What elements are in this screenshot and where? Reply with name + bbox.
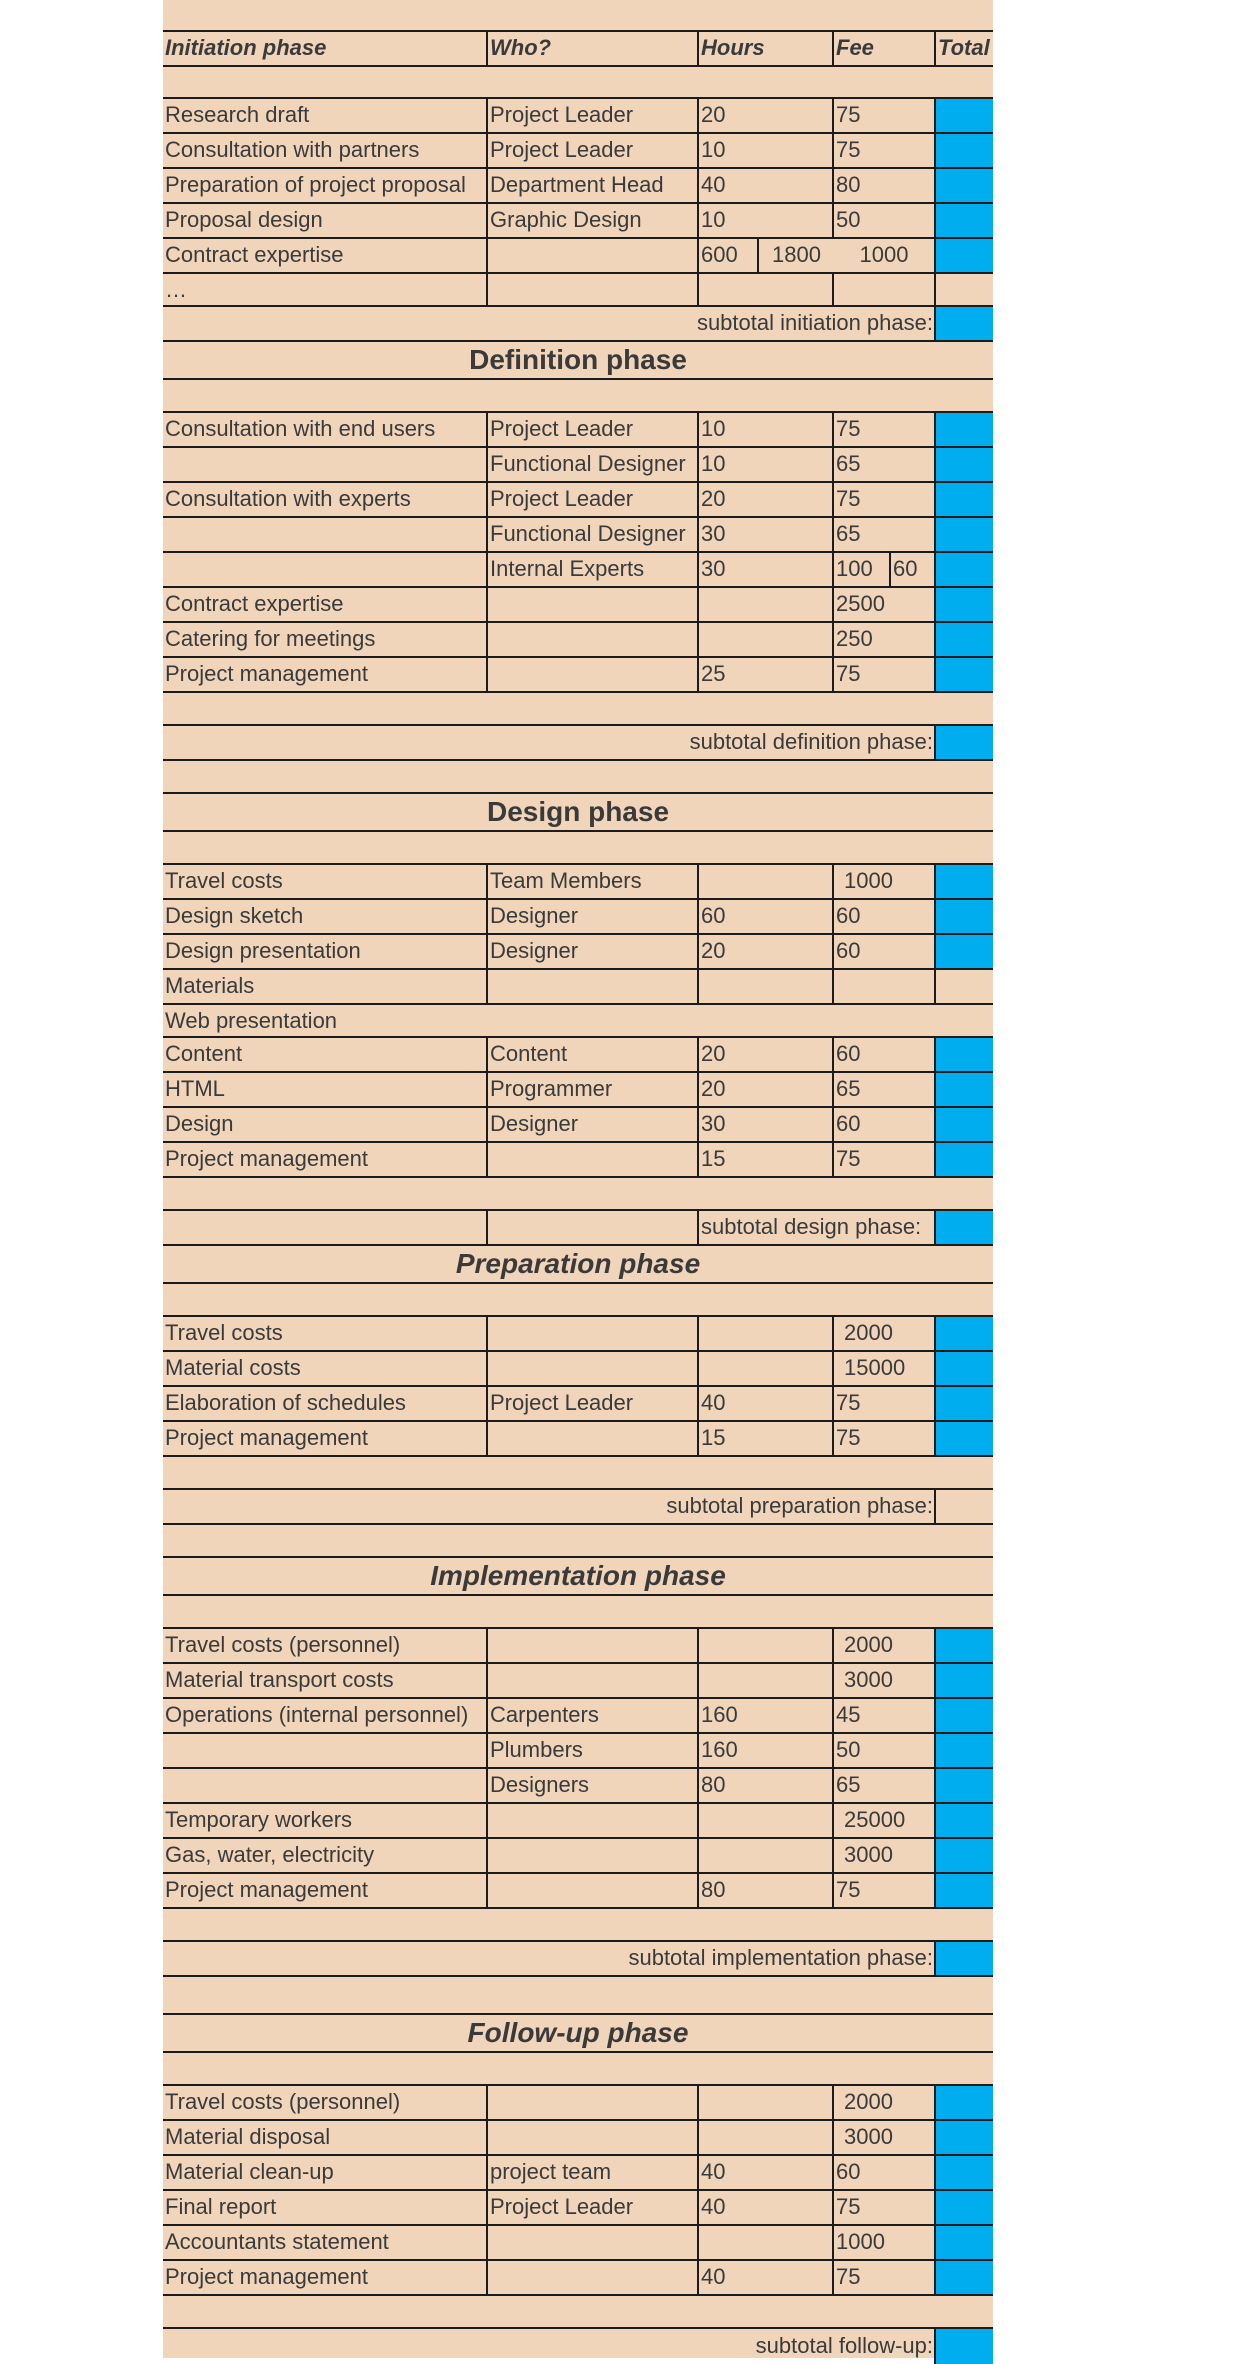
who-cell (486, 658, 697, 691)
fee-cell: 65 (832, 448, 934, 481)
phase-title: Design phase (486, 796, 670, 827)
total-cell (934, 1839, 993, 1872)
hours-cell: 10 (697, 204, 832, 237)
total-cell (934, 1108, 993, 1141)
header-who: Who? (486, 32, 697, 65)
table-row (163, 1317, 993, 1352)
task-cell: Design (165, 1111, 234, 1136)
total-cell (934, 2121, 993, 2154)
table-row (163, 239, 993, 274)
subtotal-cell (934, 307, 993, 340)
task-cell: Temporary workers (165, 1807, 353, 1832)
who-cell: Department Head (486, 169, 697, 202)
fee-cell: 60 (832, 900, 934, 933)
fee-cell: 65 (832, 1769, 934, 1802)
task-cell: Travel costs (personnel) (165, 2089, 401, 2114)
empty-row (163, 1909, 993, 1942)
fee-cell: 60 (832, 1038, 934, 1071)
task-cell: Catering for meetings (165, 626, 376, 651)
hours-cell (697, 970, 832, 1003)
hours-cell: 160 (697, 1734, 832, 1767)
fee-cell: 75 (832, 2191, 934, 2224)
table-row (163, 865, 993, 900)
fee-cell: 25000 (832, 1804, 934, 1837)
who-cell (486, 2121, 697, 2154)
table-row (163, 1352, 993, 1387)
header-row (163, 32, 993, 67)
amount-cell: 1000 (859, 242, 909, 267)
hours-cell: 20 (697, 935, 832, 968)
fee-cell: 60 (832, 2156, 934, 2189)
fee-cell: 60 (832, 1108, 934, 1141)
who-cell: Functional Designer (486, 518, 697, 551)
total-cell (934, 935, 993, 968)
who-cell: Project Leader (486, 99, 697, 132)
who-cell (486, 1352, 697, 1385)
task-cell: Travel costs (165, 868, 283, 893)
who-cell: Project Leader (486, 2191, 697, 2224)
table-row (163, 1699, 993, 1734)
fee-cell: 80 (832, 169, 934, 202)
empty-row (163, 2296, 993, 2329)
table-row (163, 658, 993, 693)
task-cell: Project management (165, 661, 368, 686)
task-cell: Material clean-up (165, 2159, 334, 2184)
fee-cell: 75 (832, 1422, 934, 1455)
phase-title: Definition phase (469, 344, 687, 375)
hours-cell (697, 2121, 832, 2154)
empty-row (163, 67, 993, 99)
phase-title-row (163, 794, 993, 832)
fee-cell: 45 (832, 1699, 934, 1732)
task-cell (163, 518, 486, 551)
hours-cell: 20 (697, 99, 832, 132)
subtotal-cell (934, 2329, 993, 2364)
total-cell (934, 134, 993, 167)
task-cell: Consultation with experts (165, 486, 411, 511)
task-cell: Consultation with partners (165, 137, 420, 162)
task-cell: Consultation with end users (165, 416, 436, 441)
who-cell: Designers (486, 1769, 697, 1802)
empty-row (163, 2053, 993, 2086)
total-cell (934, 1769, 993, 1802)
total-cell (934, 1387, 993, 1420)
total-cell (934, 448, 993, 481)
hours-cell (697, 2086, 832, 2119)
table-row (163, 970, 993, 1005)
total-cell (934, 169, 993, 202)
task-cell (163, 448, 486, 481)
task-cell: Proposal design (165, 207, 323, 232)
fee-cell: 1000 (832, 865, 934, 898)
task-cell: Gas, water, electricity (165, 1842, 375, 1867)
fee-cell: 65 (832, 1073, 934, 1106)
fee-cell: 250 (832, 623, 934, 656)
hours-cell: 30 (697, 553, 832, 586)
total-cell (934, 1317, 993, 1350)
subtotal-label: subtotal implementation phase: (628, 1945, 933, 1970)
fee-cell: 60 (889, 553, 934, 586)
total-cell (934, 970, 993, 1003)
hours-cell (697, 623, 832, 656)
who-cell: Designer (486, 1108, 697, 1141)
who-cell: project team (486, 2156, 697, 2189)
task-cell: HTML (165, 1076, 225, 1101)
subtotal-label: subtotal initiation phase: (696, 310, 933, 335)
total-cell (934, 239, 993, 272)
hours-cell: 30 (697, 1108, 832, 1141)
task-cell: Preparation of project proposal (165, 172, 466, 197)
who-cell (486, 1839, 697, 1872)
hours-cell: 10 (697, 134, 832, 167)
fee-cell: 75 (832, 1387, 934, 1420)
task-cell: Final report (165, 2194, 277, 2219)
task-cell: Project management (165, 1877, 368, 1902)
table-row (163, 2226, 993, 2261)
who-cell (486, 1629, 697, 1662)
total-cell (934, 900, 993, 933)
fee-cell: 75 (832, 413, 934, 446)
subtotal-label: subtotal preparation phase: (666, 1493, 933, 1518)
total-cell (934, 483, 993, 516)
table-row (163, 2261, 993, 2296)
table-row (163, 553, 993, 588)
task-cell: Contract expertise (165, 591, 344, 616)
subtotal-cell (934, 1942, 993, 1975)
table-row (163, 518, 993, 553)
fee-cell: 75 (832, 2261, 934, 2294)
empty-row (163, 1284, 993, 1317)
table-row (163, 2086, 993, 2121)
who-cell: Project Leader (486, 413, 697, 446)
who-cell: Team Members (486, 865, 697, 898)
task-cell: Material disposal (165, 2124, 331, 2149)
subtotal-row (163, 2329, 993, 2364)
hours-cell: 15 (697, 1422, 832, 1455)
fee-cell: 75 (832, 483, 934, 516)
who-cell (486, 970, 697, 1003)
subtotal-label: subtotal design phase: (697, 1211, 934, 1244)
table-row (163, 1422, 993, 1457)
hours-cell (697, 1664, 832, 1697)
table-row (163, 900, 993, 935)
total-cell (934, 1699, 993, 1732)
total-cell (934, 1038, 993, 1071)
who-cell: Designer (486, 900, 697, 933)
fee-cell: 50 (832, 204, 934, 237)
total-cell (934, 99, 993, 132)
task-cell: Design presentation (165, 938, 361, 963)
total-cell (934, 2226, 993, 2259)
amount-cell: 600 (697, 239, 757, 272)
hours-cell: 25 (697, 658, 832, 691)
total-cell (934, 1629, 993, 1662)
total-cell (934, 413, 993, 446)
table-row (163, 1804, 993, 1839)
who-cell (486, 1664, 697, 1697)
fee-cell: 100 (832, 553, 889, 586)
who-cell (486, 2086, 697, 2119)
empty-row (163, 832, 993, 865)
phase-title-row (163, 342, 993, 380)
who-cell (486, 1804, 697, 1837)
hours-cell: 20 (697, 483, 832, 516)
who-cell (486, 623, 697, 656)
hours-cell (697, 588, 832, 621)
total-cell (934, 1804, 993, 1837)
empty-row (163, 693, 993, 726)
fee-cell: 75 (832, 1143, 934, 1176)
table-row (163, 588, 993, 623)
total-cell (934, 204, 993, 237)
task-cell: Travel costs (165, 1320, 283, 1345)
table-row (163, 1108, 993, 1143)
total-cell (934, 1734, 993, 1767)
subtotal-cell (934, 1211, 993, 1244)
total-cell (934, 518, 993, 551)
who-cell: Carpenters (486, 1699, 697, 1732)
table-row (163, 169, 993, 204)
fee-cell: 3000 (832, 2121, 934, 2154)
phase-title-row (163, 1246, 993, 1284)
table-row (163, 1629, 993, 1664)
phase-title: Preparation phase (455, 1248, 701, 1279)
task-cell: Material transport costs (165, 1667, 394, 1692)
header-task: Initiation phase (165, 35, 327, 60)
hours-cell: 20 (697, 1038, 832, 1071)
total-cell (934, 2086, 993, 2119)
total-cell (934, 274, 993, 305)
subtotal-row (163, 1211, 993, 1246)
who-cell: Programmer (486, 1073, 697, 1106)
total-cell (934, 588, 993, 621)
who-cell (486, 2226, 697, 2259)
fee-cell: 1000 (832, 2226, 934, 2259)
empty-row (163, 1525, 993, 1558)
task-cell: Project management (165, 2264, 368, 2289)
who-cell: Project Leader (486, 483, 697, 516)
total-cell (934, 1143, 993, 1176)
hours-cell: 80 (697, 1874, 832, 1907)
table-row (163, 413, 993, 448)
subtotal-row (163, 1490, 993, 1525)
table-row (163, 1005, 993, 1038)
task-cell: Material costs (165, 1355, 301, 1380)
ellipsis-cell: … (165, 277, 187, 302)
who-cell: Content (486, 1038, 697, 1071)
phase-title: Implementation phase (430, 1560, 726, 1591)
hours-cell (697, 1317, 832, 1350)
hours-cell: 160 (697, 1699, 832, 1732)
subtotal-cell (934, 1490, 993, 1523)
total-cell (934, 2156, 993, 2189)
table-row (163, 1839, 993, 1874)
who-cell (486, 1211, 697, 1244)
phase-title-row (163, 2015, 993, 2053)
fee-cell: 2500 (832, 588, 934, 621)
task-cell (163, 1769, 486, 1802)
task-cell: Operations (internal personnel) (165, 1702, 469, 1727)
fee-cell: 75 (832, 99, 934, 132)
total-cell (934, 1664, 993, 1697)
task-cell: Contract expertise (165, 242, 344, 267)
table-row (163, 1734, 993, 1769)
task-cell: Design sketch (165, 903, 304, 928)
task-cell (163, 1211, 486, 1244)
fee-cell: 75 (832, 134, 934, 167)
table-row (163, 2191, 993, 2226)
total-cell (934, 2261, 993, 2294)
table-row (163, 274, 993, 307)
hours-cell (697, 274, 832, 305)
table-row (163, 1664, 993, 1699)
fee-cell: 50 (832, 1734, 934, 1767)
who-cell (486, 1143, 697, 1176)
who-cell (486, 1317, 697, 1350)
hours-cell (697, 2226, 832, 2259)
who-cell: Plumbers (486, 1734, 697, 1767)
hours-cell: 10 (697, 448, 832, 481)
subtotal-cell (934, 726, 993, 759)
subtotal-label: subtotal follow-up: (755, 2333, 933, 2358)
table-row (163, 2156, 993, 2191)
who-cell (486, 588, 697, 621)
who-cell: Functional Designer (486, 448, 697, 481)
hours-cell (697, 1804, 832, 1837)
table-row (163, 134, 993, 169)
hours-cell: 20 (697, 1073, 832, 1106)
table-row (163, 623, 993, 658)
who-cell (486, 2261, 697, 2294)
total-cell (934, 553, 993, 586)
total-cell (934, 1352, 993, 1385)
task-cell: Travel costs (personnel) (165, 1632, 401, 1657)
hours-cell: 15 (697, 1143, 832, 1176)
table-row (163, 99, 993, 134)
total-cell (934, 1422, 993, 1455)
table-row (163, 483, 993, 518)
who-cell: Internal Experts (486, 553, 697, 586)
task-cell (163, 553, 486, 586)
task-cell: Accountants statement (165, 2229, 389, 2254)
task-cell: Content (165, 1041, 243, 1066)
task-cell (163, 1734, 486, 1767)
header-total: Total (934, 32, 993, 65)
hours-cell: 40 (697, 2191, 832, 2224)
empty-row (163, 761, 993, 794)
hours-cell: 40 (697, 2261, 832, 2294)
empty-row (163, 1457, 993, 1490)
table-row (163, 935, 993, 970)
fee-cell: 15000 (832, 1352, 934, 1385)
total-cell (934, 1874, 993, 1907)
fee-cell: 2000 (832, 1317, 934, 1350)
fee-cell: 3000 (832, 1664, 934, 1697)
subtotal-row (163, 726, 993, 761)
empty-row (163, 0, 993, 32)
who-cell (486, 239, 697, 272)
who-cell: Graphic Design (486, 204, 697, 237)
hours-cell (697, 1629, 832, 1662)
who-cell: Project Leader (486, 134, 697, 167)
header-fee: Fee (832, 32, 934, 65)
empty-row (163, 1596, 993, 1629)
task-cell: Web presentation (165, 1008, 338, 1033)
fee-cell: 2000 (832, 1629, 934, 1662)
total-cell (934, 2191, 993, 2224)
amount-cell: 1800 (757, 239, 832, 272)
hours-cell: 30 (697, 518, 832, 551)
task-cell: Elaboration of schedules (165, 1390, 406, 1415)
fee-cell: 75 (832, 1874, 934, 1907)
hours-cell (697, 1839, 832, 1872)
subtotal-label: subtotal definition phase: (689, 729, 933, 754)
table-row (163, 204, 993, 239)
who-cell (486, 1874, 697, 1907)
fee-cell: 75 (832, 658, 934, 691)
empty-row (163, 1178, 993, 1211)
table-row (163, 1073, 993, 1108)
table-row (163, 1874, 993, 1909)
task-cell: Materials (165, 973, 255, 998)
hours-cell: 40 (697, 1387, 832, 1420)
total-cell (934, 623, 993, 656)
fee-cell: 3000 (832, 1839, 934, 1872)
fee-cell: 65 (832, 518, 934, 551)
total-cell (934, 658, 993, 691)
empty-row (163, 1977, 993, 2015)
fee-cell: 2000 (832, 2086, 934, 2119)
phase-title-row (163, 1558, 993, 1596)
table-row (163, 1038, 993, 1073)
table-row (163, 1387, 993, 1422)
fee-cell (832, 970, 934, 1003)
table-row (163, 1143, 993, 1178)
hours-cell: 40 (697, 2156, 832, 2189)
empty-row (163, 380, 993, 413)
fee-cell (832, 274, 934, 305)
hours-cell: 60 (697, 900, 832, 933)
phase-title: Follow-up phase (467, 2017, 689, 2048)
hours-cell: 10 (697, 413, 832, 446)
task-cell: Project management (165, 1146, 368, 1171)
header-hours: Hours (697, 32, 832, 65)
spreadsheet (163, 0, 993, 2358)
total-cell (934, 865, 993, 898)
task-cell: Research draft (165, 102, 310, 127)
subtotal-row (163, 307, 993, 342)
who-cell: Project Leader (486, 1387, 697, 1420)
hours-cell: 40 (697, 169, 832, 202)
hours-cell: 80 (697, 1769, 832, 1802)
who-cell (486, 274, 697, 305)
who-cell: Designer (486, 935, 697, 968)
table-row (163, 2121, 993, 2156)
hours-cell (697, 1352, 832, 1385)
who-cell (486, 1422, 697, 1455)
task-cell: Project management (165, 1425, 368, 1450)
table-row (163, 1769, 993, 1804)
fee-cell: 60 (832, 935, 934, 968)
hours-cell (697, 865, 832, 898)
total-cell (934, 1073, 993, 1106)
subtotal-row (163, 1942, 993, 1977)
table-row (163, 448, 993, 483)
